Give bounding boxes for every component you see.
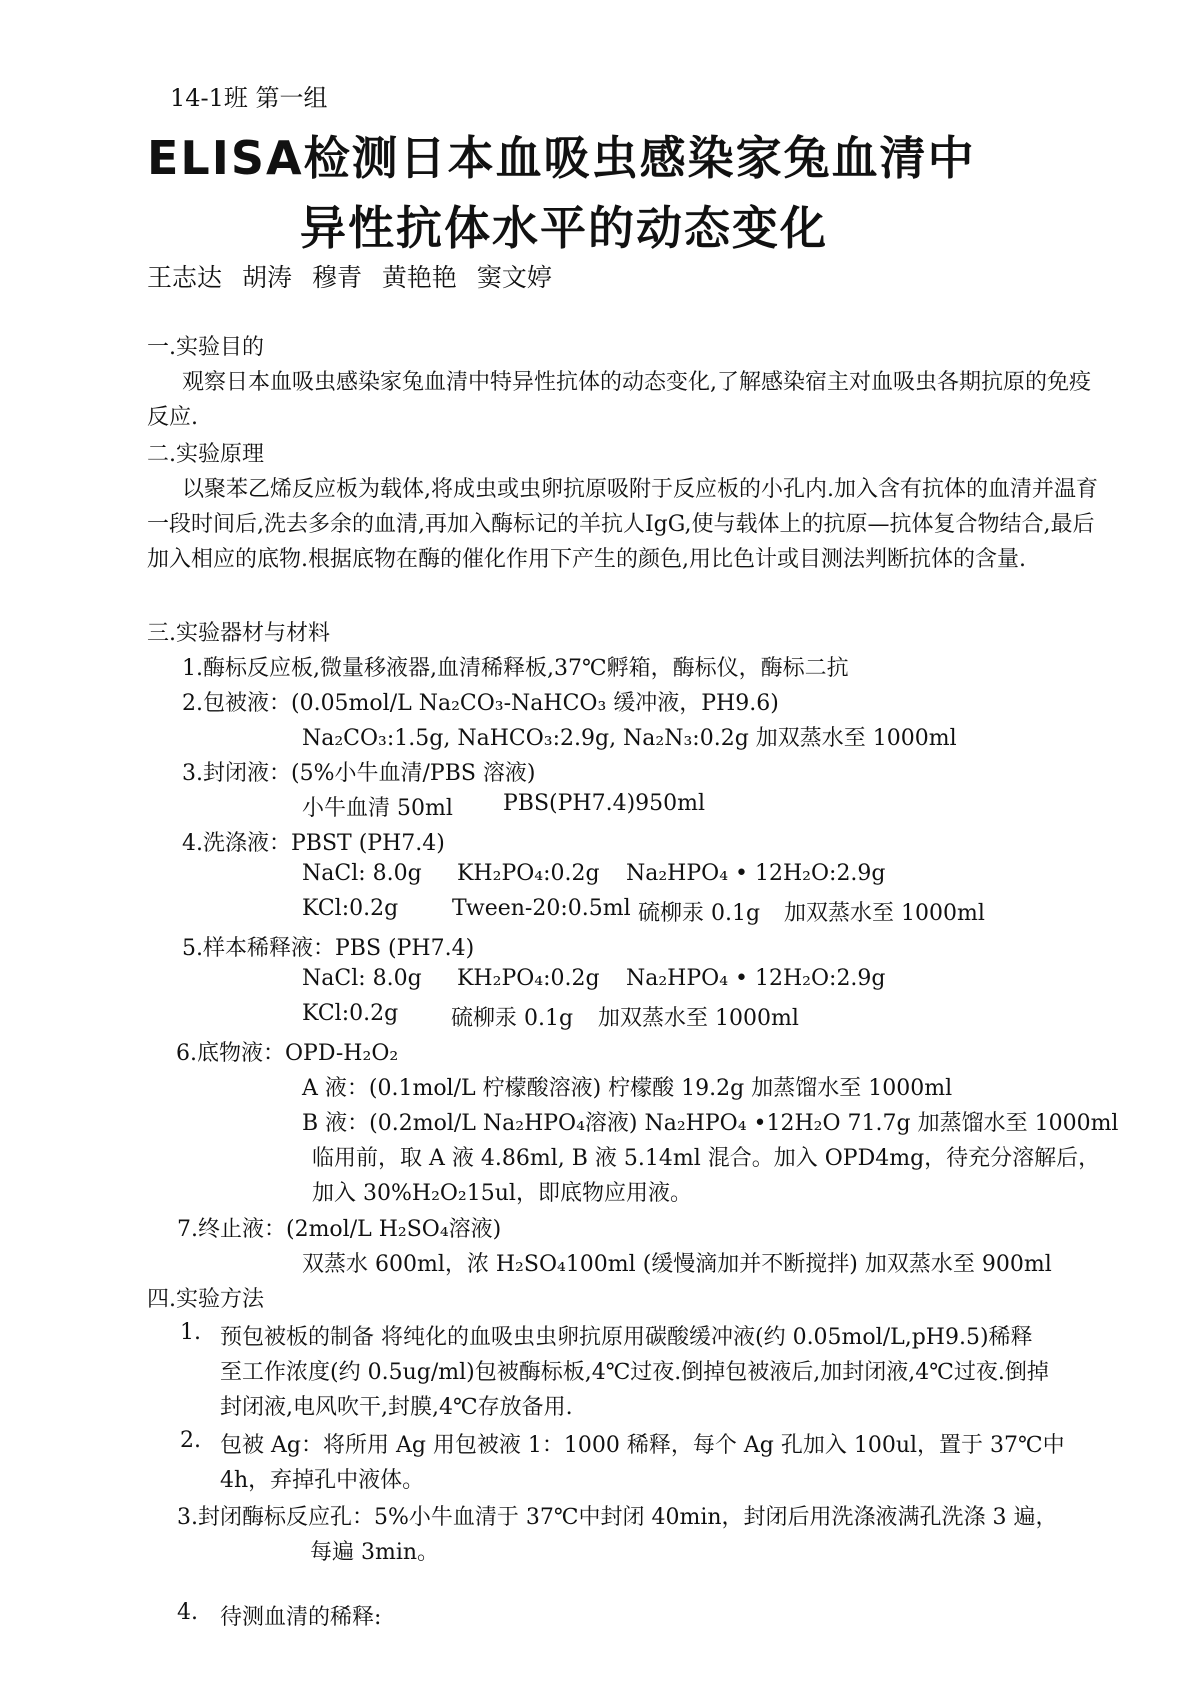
material-item-4-cell: Tween-20:0.5ml	[452, 896, 631, 921]
material-item-3: 3.封闭液：(5%小牛血清/PBS 溶液)	[182, 761, 536, 786]
material-item-4: 4.洗涤液：PBST (PH7.4)	[182, 831, 445, 856]
section-1-heading: 一.实验目的	[147, 335, 264, 360]
material-item-3-detail-b: PBS(PH7.4)950ml	[503, 791, 706, 816]
method-3-line: 3.封闭酶标反应孔：5%小牛血清于 37℃中封闭 40min，封闭后用洗涤液满孔洗涤 3 遍，	[177, 1505, 1058, 1530]
material-item-4-cell: NaCl: 8.0g	[302, 861, 422, 886]
material-item-3-detail-a: 小牛血清 50ml	[302, 796, 453, 821]
author: 胡涛	[241, 263, 292, 292]
material-item-6: 6.底物液：OPD-H₂O₂	[176, 1041, 399, 1066]
section-1-body: 观察日本血吸虫感染家兔血清中特异性抗体的动态变化,了解感染宿主对血吸虫各期抗原的免疫反应.	[147, 370, 1091, 430]
material-item-5-cell: KCl:0.2g	[302, 1001, 399, 1026]
material-item-4-cell: KH₂PO₄:0.2g	[457, 861, 600, 886]
method-2-line: 包被 Ag：将所用 Ag 用包被液 1：1000 稀释，每个 Ag 孔加入 100ul，置于 37℃中	[220, 1433, 1065, 1458]
method-1-line: 封闭液,电风吹干,封膜,4℃存放备用.	[220, 1395, 573, 1420]
material-item-5-cell: NaCl: 8.0g	[302, 966, 422, 991]
section-3-heading: 三.实验器材与材料	[147, 621, 330, 646]
title-line-1: ELISA检测日本血吸虫感染家兔血清中	[147, 131, 976, 185]
material-item-5-cell: 硫柳汞 0.1g	[451, 1006, 574, 1031]
material-item-4-cell: Na₂HPO₄ • 12H₂O:2.9g	[626, 861, 886, 886]
material-item-5-cell: 加双蒸水至 1000ml	[598, 1006, 799, 1031]
method-2-line: 4h，弃掉孔中液体。	[220, 1468, 425, 1493]
section-2-heading: 二.实验原理	[147, 442, 264, 467]
section-4-heading: 四.实验方法	[147, 1287, 264, 1312]
method-1-number: 1.	[180, 1320, 201, 1345]
material-item-5-cell: KH₂PO₄:0.2g	[457, 966, 600, 991]
group-label: 14-1班 第一组	[170, 84, 328, 112]
method-4-line: 待测血清的稀释:	[220, 1605, 382, 1630]
method-2-number: 2.	[180, 1428, 201, 1453]
material-item-1: 1.酶标反应板,微量移液器,血清稀释板,37℃孵箱，酶标仪，酶标二抗	[182, 656, 849, 681]
material-item-6-b: B 液：(0.2mol/L Na₂HPO₄溶液) Na₂HPO₄ •12H₂O 71.7g 加蒸馏水至 1000ml	[302, 1111, 1119, 1136]
material-item-6-d: 加入 30%H₂O₂15ul，即底物应用液。	[312, 1181, 692, 1206]
author: 黄艳艳	[381, 263, 457, 292]
title-line-2: 异性抗体水平的动态变化	[300, 201, 828, 255]
method-1-line: 至工作浓度(约 0.5ug/ml)包被酶标板,4℃过夜.倒掉包被液后,加封闭液,4℃过夜.倒掉	[220, 1360, 1049, 1385]
author: 王志达	[147, 263, 223, 292]
section-2-body: 以聚苯乙烯反应板为载体,将成虫或虫卵抗原吸附于反应板的小孔内.加入含有抗体的血清并温育一段时间后,洗去多余的血清,再加入酶标记的羊抗人IgG,使与载体上的抗原—抗体复合物结合,最后加入相应的底物.根据底物在酶的催化作用下产生的颜色,用比色计或目测法判断抗体的含量.	[147, 477, 1098, 572]
material-item-2-detail: Na₂CO₃:1.5g, NaHCO₃:2.9g, Na₂N₃:0.2g 加双蒸水至 1000ml	[302, 726, 957, 751]
material-item-5-cell: Na₂HPO₄ • 12H₂O:2.9g	[626, 966, 886, 991]
method-4-number: 4.	[177, 1600, 198, 1625]
method-3-line: 每遍 3min。	[310, 1540, 440, 1565]
material-item-5: 5.样本稀释液：PBS (PH7.4)	[182, 936, 475, 961]
author: 窦文婷	[476, 263, 552, 292]
author: 穆青	[311, 263, 362, 292]
author-list	[147, 258, 564, 294]
material-item-7-detail: 双蒸水 600ml，浓 H₂SO₄100ml (缓慢滴加并不断搅拌) 加双蒸水至 900ml	[302, 1252, 1052, 1277]
method-1-line: 预包被板的制备 将纯化的血吸虫虫卵抗原用碳酸缓冲液(约 0.05mol/L,pH9.5)稀释	[220, 1325, 1033, 1350]
material-item-6-c: 临用前，取 A 液 4.86ml, B 液 5.14ml 混合。加入 OPD4mg，待充分溶解后，	[312, 1146, 1101, 1171]
material-item-2: 2.包被液：(0.05mol/L Na₂CO₃-NaHCO₃ 缓冲液，PH9.6)	[182, 691, 779, 716]
material-item-7: 7.终止液：(2mol/L H₂SO₄溶液)	[177, 1217, 502, 1242]
material-item-6-a: A 液：(0.1mol/L 柠檬酸溶液) 柠檬酸 19.2g 加蒸馏水至 1000ml	[302, 1076, 953, 1101]
material-item-4-cell: 加双蒸水至 1000ml	[784, 901, 985, 926]
material-item-4-cell: 硫柳汞 0.1g	[638, 901, 761, 926]
material-item-4-cell: KCl:0.2g	[302, 896, 399, 921]
